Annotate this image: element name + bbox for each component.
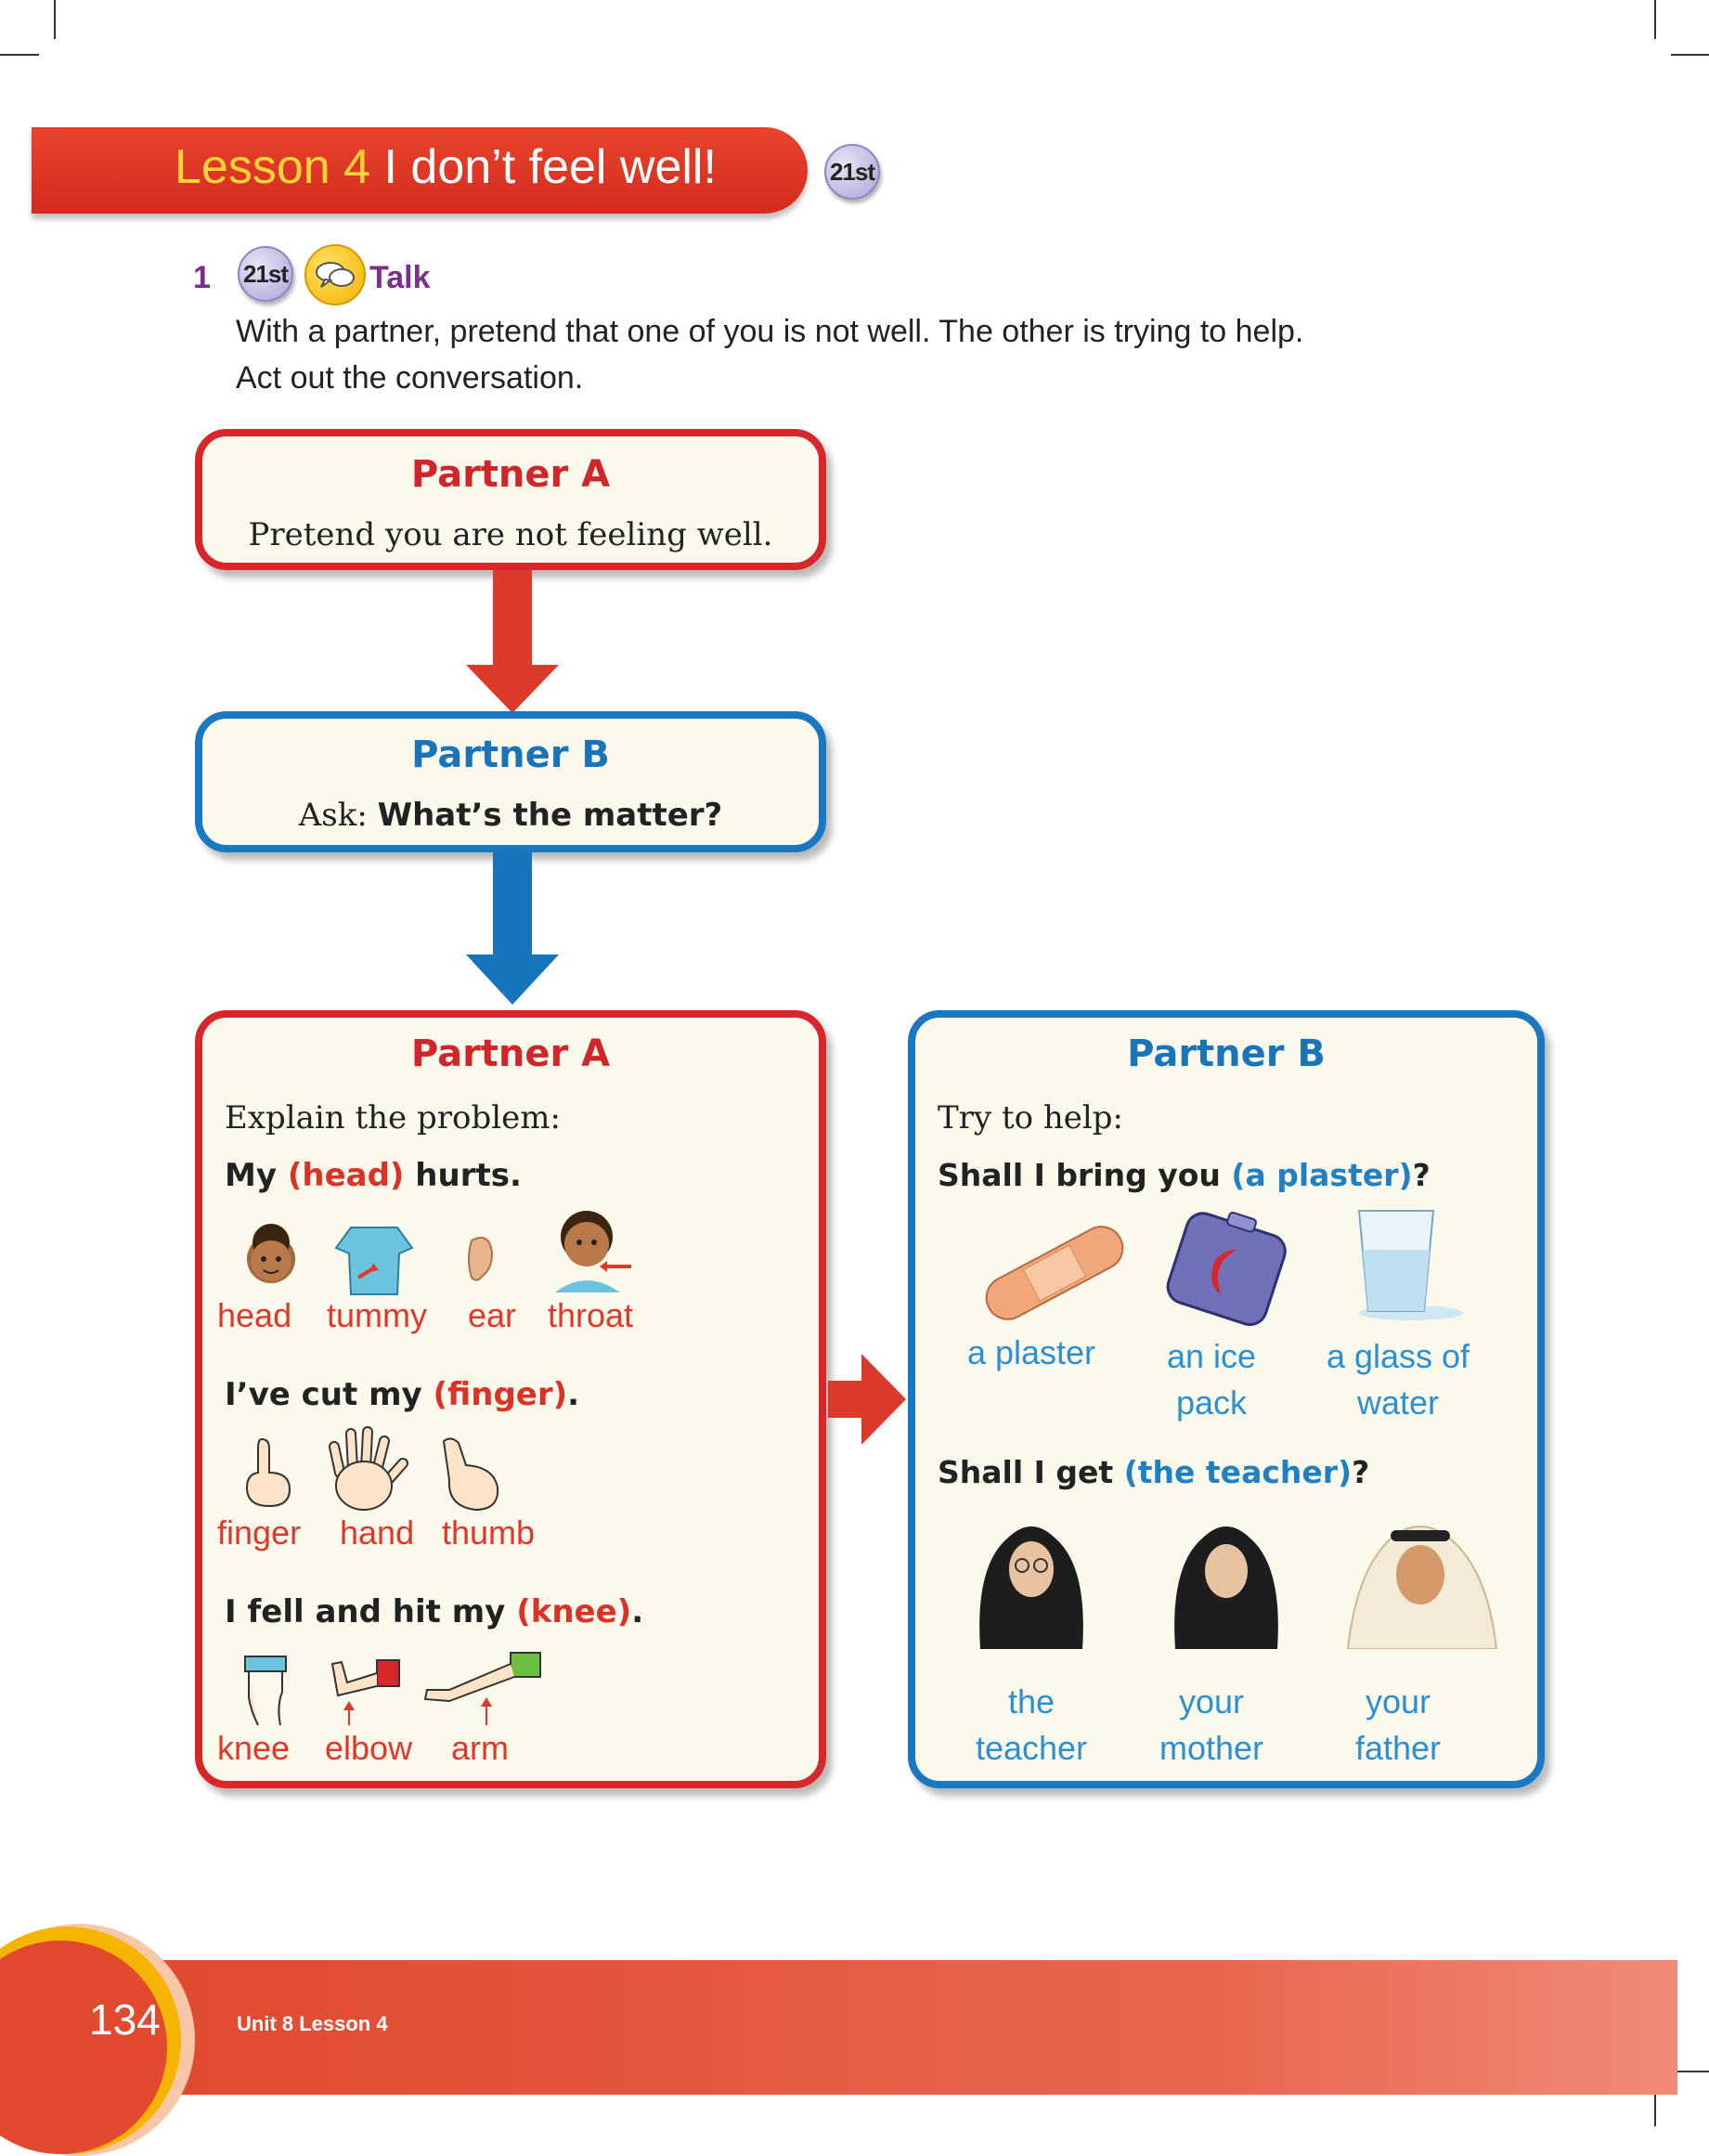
box-text: Pretend you are not feeling well. — [248, 516, 773, 553]
sentence-part: Shall I get — [938, 1454, 1124, 1490]
sentence-part: I’ve cut my — [225, 1376, 434, 1413]
sentence-part: ? — [1412, 1157, 1431, 1193]
crop-mark — [54, 0, 56, 39]
partner-b-ask-box — [195, 711, 826, 852]
21st-century-skills-icon: 21st — [824, 144, 880, 200]
item-label-line: your — [1178, 1682, 1245, 1721]
tummy-icon — [332, 1220, 416, 1304]
sentence-part: hurts. — [404, 1157, 522, 1194]
sentence-part: ? — [1352, 1454, 1370, 1490]
item-label-line: an ice — [1166, 1337, 1257, 1375]
item-label — [1142, 1679, 1281, 1772]
body-part-label: thumb — [442, 1513, 536, 1552]
sentence-variable: (the teacher) — [1123, 1454, 1353, 1490]
finger-icon — [238, 1435, 299, 1510]
box-title: Partner A — [410, 1033, 611, 1075]
arm-icon — [421, 1647, 551, 1731]
partner-b-help-box — [908, 1010, 1545, 1788]
body-part-label: tummy — [327, 1296, 427, 1334]
lesson-number: Lesson 4 — [175, 140, 371, 194]
item-label-line: teacher — [975, 1729, 1088, 1767]
plaster-icon — [971, 1222, 1138, 1324]
item-label-line: a glass of — [1326, 1337, 1470, 1375]
sentence-variable: (finger) — [433, 1376, 568, 1413]
sentence-frame — [225, 1376, 579, 1413]
crop-mark — [1671, 54, 1709, 56]
glass-of-water-icon — [1340, 1203, 1470, 1324]
sentence-frame — [225, 1593, 643, 1630]
lesson-title-text: I don’t feel well! — [383, 140, 717, 194]
item-label-line: water — [1356, 1383, 1440, 1422]
hand-icon — [321, 1426, 410, 1515]
sentence-frame — [225, 1157, 522, 1194]
sentence-part: Shall I bring you — [938, 1157, 1232, 1193]
arrow-down-blue — [466, 852, 559, 1007]
item-label — [952, 1333, 1110, 1372]
sentence-part: My — [225, 1157, 288, 1194]
item-label-line: mother — [1159, 1729, 1264, 1767]
father-icon — [1339, 1510, 1502, 1649]
sentence-frame — [938, 1454, 1369, 1490]
crop-mark — [0, 54, 39, 56]
sentence-frame — [938, 1157, 1431, 1193]
crop-mark — [1654, 0, 1656, 39]
body-part-label: head — [217, 1296, 292, 1334]
partner-a-intro-box — [195, 429, 826, 570]
instruction-line: With a partner, pretend that one of you is not well. The other is trying to help. — [236, 314, 1304, 349]
activity-label: Talk — [369, 260, 431, 295]
box-intro: Try to help: — [938, 1099, 1123, 1136]
21st-century-skills-icon: 21st — [238, 246, 293, 302]
ask-question: What’s the matter? — [377, 797, 723, 834]
body-part-label: ear — [468, 1296, 517, 1334]
body-part-label: knee — [217, 1729, 291, 1767]
item-label — [1305, 1333, 1491, 1426]
item-label-line: a plaster — [966, 1333, 1096, 1371]
sentence-variable: (knee) — [516, 1593, 632, 1630]
box-title: Partner A — [410, 453, 611, 496]
item-label-line: your — [1365, 1682, 1431, 1721]
box-text — [202, 797, 819, 834]
sentence-part: I fell and hit my — [225, 1593, 517, 1630]
head-icon — [236, 1222, 310, 1296]
knee-icon — [240, 1655, 295, 1729]
body-part-label: arm — [451, 1729, 509, 1767]
body-part-label: hand — [340, 1513, 415, 1552]
sentence-part: . — [631, 1593, 644, 1630]
box-title: Partner B — [411, 734, 610, 776]
item-label — [1314, 1679, 1482, 1772]
item-label-line: pack — [1175, 1383, 1248, 1422]
sentence-variable: (head) — [287, 1157, 405, 1194]
teacher-icon — [962, 1510, 1101, 1649]
speech-bubbles-icon — [304, 244, 366, 305]
box-title: Partner B — [1127, 1033, 1326, 1075]
instruction-line: Act out the conversation. — [236, 360, 584, 396]
ice-pack-icon — [1155, 1209, 1294, 1330]
thumb-icon — [434, 1432, 509, 1515]
partner-a-explain-box — [195, 1010, 826, 1788]
mother-icon — [1157, 1510, 1296, 1649]
ask-prefix: Ask: — [298, 797, 368, 834]
lesson-title — [175, 139, 717, 195]
arrow-down-red — [466, 570, 559, 715]
item-label — [952, 1679, 1110, 1772]
arrow-right-red — [828, 1354, 908, 1445]
activity-number: 1 — [193, 260, 211, 295]
ear-icon — [462, 1231, 499, 1291]
page-number: 134 — [89, 1995, 161, 2044]
sentence-variable: (a plaster) — [1231, 1157, 1413, 1193]
elbow-icon — [329, 1655, 407, 1733]
unit-lesson-label: Unit 8 Lesson 4 — [237, 2012, 388, 2035]
item-label-line: father — [1354, 1729, 1442, 1767]
box-intro: Explain the problem: — [225, 1099, 561, 1136]
body-part-label: elbow — [325, 1729, 413, 1767]
item-label-line: the — [1007, 1682, 1055, 1721]
body-part-label: finger — [217, 1513, 302, 1552]
throat-icon — [546, 1203, 635, 1296]
item-label — [1142, 1333, 1281, 1426]
body-part-label: throat — [548, 1296, 634, 1334]
sentence-part: . — [567, 1376, 580, 1413]
